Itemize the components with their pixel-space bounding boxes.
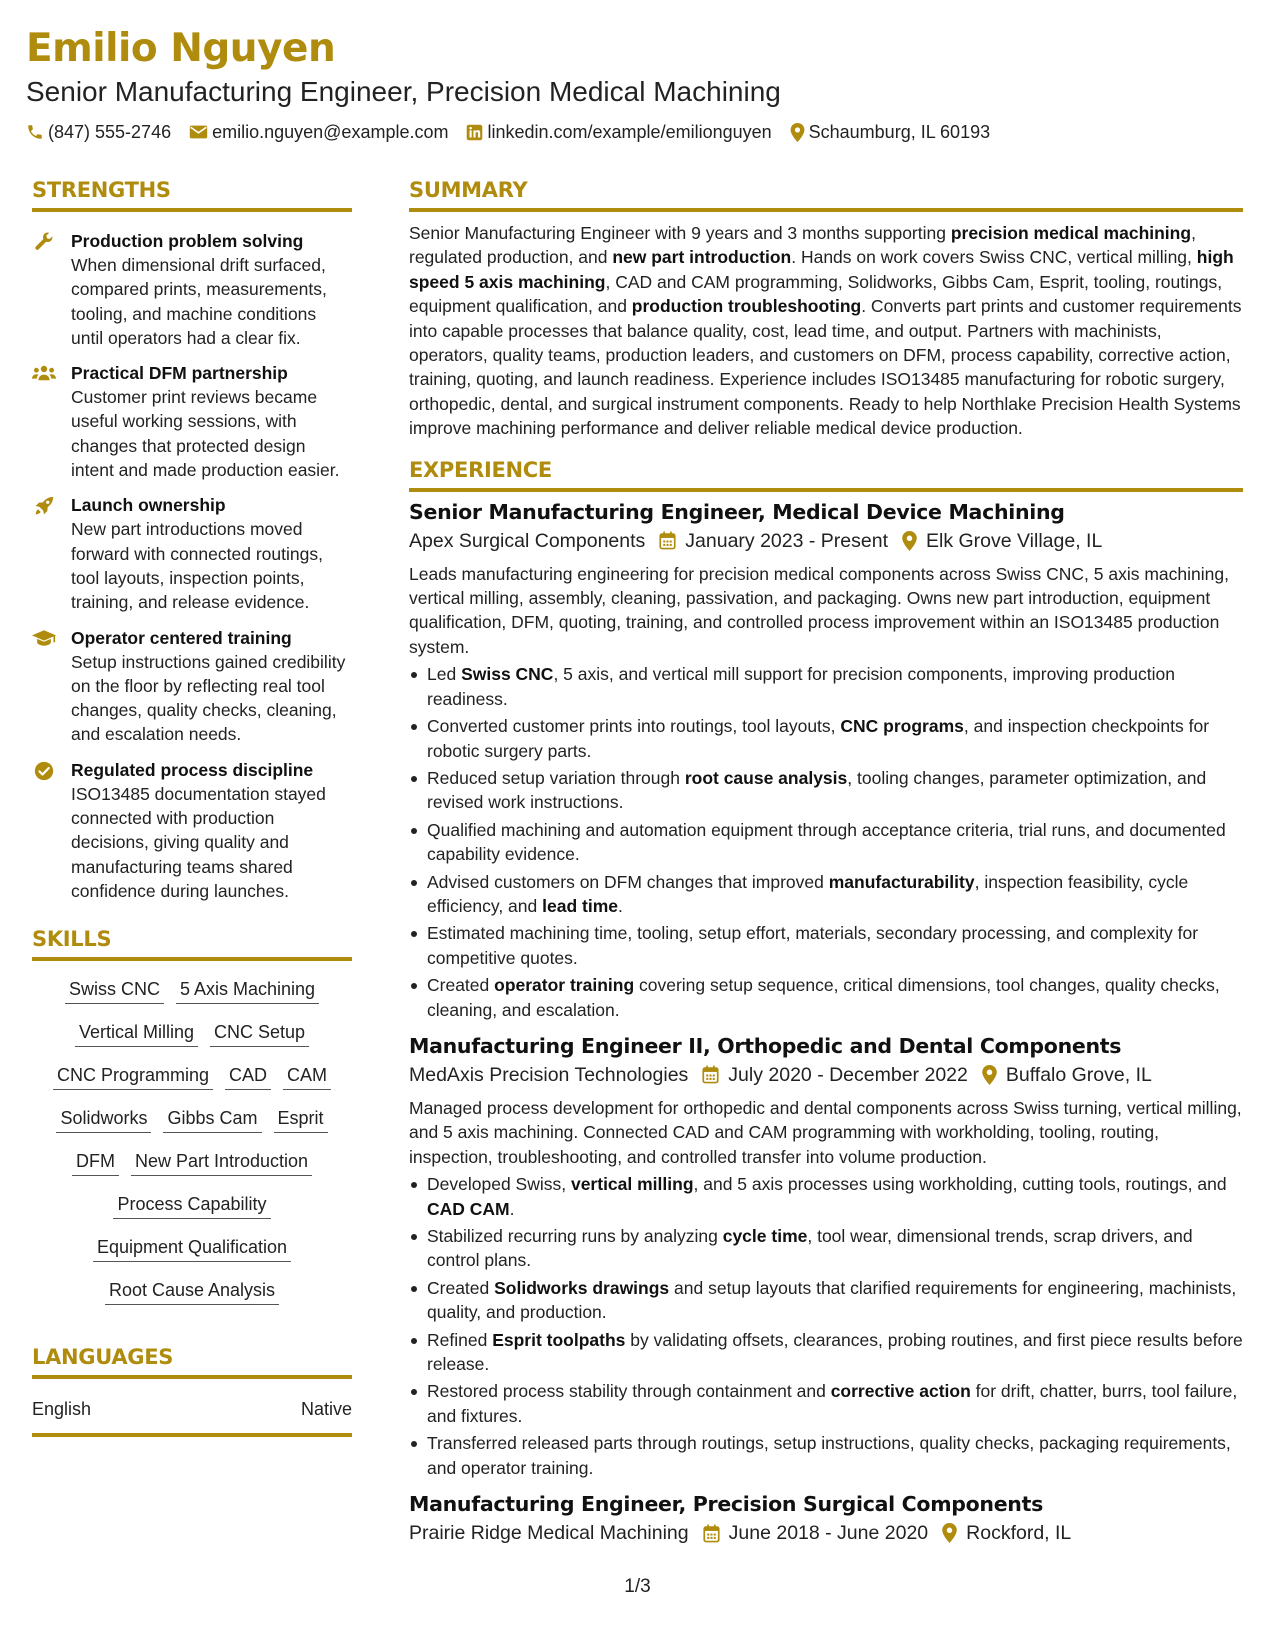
job-dates — [659, 526, 888, 556]
map-pin-icon — [982, 1065, 1006, 1085]
job-dates-text: July 2020 - December 2022 — [728, 1063, 968, 1086]
skill-tag: Process Capability — [113, 1190, 270, 1219]
strength-description: ISO13485 documentation stayed connected with production decisions, giving quality and manufacturing teams shared confidence during launches. — [71, 783, 326, 901]
job-bullet: Created operator training covering setup sequence, critical dimensions, tool changes, quality checks, cleaning, and escalation. — [409, 973, 1243, 1022]
skill-tag: Esprit — [274, 1104, 328, 1133]
phone-icon — [26, 123, 44, 141]
linkedin-text: linkedin.com/example/emilionguyen — [487, 122, 772, 142]
skill-tag: CNC Setup — [210, 1018, 309, 1047]
skill-row — [32, 1190, 352, 1219]
skill-tag: Gibbs Cam — [163, 1104, 261, 1133]
language-level: Native — [300, 1399, 352, 1420]
job-bullet: Qualified machining and automation equipment through acceptance criteria, trial runs, and documented capability evidence. — [409, 818, 1243, 867]
skill-tag: 5 Axis Machining — [176, 975, 319, 1004]
right-column — [409, 176, 1243, 1548]
strength-description: When dimensional drift surfaced, compared prints, measurements, tooling, and machine conditions until operators had a clear fix. — [71, 255, 327, 348]
strength-description: New part introductions moved forward with connected routings, tool layouts, inspection points, training, and release evidence. — [71, 519, 323, 613]
job-bullet: Converted customer prints into routings, tool layouts, CNC programs, and inspection checkpoints for robotic surgery parts. — [409, 714, 1243, 763]
contact-email[interactable] — [189, 120, 448, 144]
phone-text: (847) 555-2746 — [48, 122, 172, 142]
users-icon — [32, 364, 56, 384]
rocket-icon — [32, 496, 56, 516]
job-company: Prairie Ridge Medical Machining — [409, 1522, 689, 1545]
skill-tag: Solidworks — [56, 1104, 151, 1133]
contact-linkedin[interactable] — [466, 120, 771, 144]
experience-heading: EXPERIENCE — [409, 456, 1243, 492]
email-text: emilio.nguyen@example.com — [212, 122, 449, 142]
job-bullet: Advised customers on DFM changes that improved manufacturability, inspection feasibility, cycle efficiency, and lead time. — [409, 870, 1243, 919]
summary-heading: SUMMARY — [409, 176, 1243, 212]
skill-tag: Swiss CNC — [65, 975, 164, 1004]
skill-row — [32, 1061, 352, 1090]
job-dates-text: January 2023 - Present — [685, 529, 888, 552]
job-bullets — [409, 662, 1243, 1022]
job-meta — [409, 526, 1243, 556]
map-pin-icon — [790, 123, 805, 142]
job-bullet: Refined Esprit toolpaths by validating offsets, clearances, probing routines, and first piece results before release. — [409, 1328, 1243, 1377]
skill-row — [32, 1147, 352, 1176]
skill-tag: New Part Introduction — [131, 1147, 312, 1176]
skill-row — [32, 975, 352, 1004]
calendar-icon — [659, 531, 685, 550]
skills-list — [32, 975, 352, 1305]
strength-description: Customer print reviews became useful working sessions, with changes that protected design intent and made production easier. — [71, 387, 340, 481]
location-text: Schaumburg, IL 60193 — [808, 122, 991, 142]
skill-row — [32, 1104, 352, 1133]
job-bullet: Developed Swiss, vertical milling, and 5 axis processes using workholding, cutting tools, routings, and CAD CAM. — [409, 1172, 1243, 1221]
job-bullet: Transferred released parts through routings, setup instructions, quality checks, packaging requirements, and operator training. — [409, 1431, 1243, 1480]
job-meta — [409, 1060, 1243, 1090]
strength-item — [32, 493, 352, 614]
skill-row — [32, 1233, 352, 1262]
candidate-name: Emilio Nguyen — [26, 26, 336, 71]
strengths-list — [32, 229, 352, 903]
linkedin-icon — [466, 124, 483, 141]
skill-row — [32, 1018, 352, 1047]
job-entry — [409, 1490, 1243, 1548]
strength-description: Setup instructions gained credibility on the floor by reflecting real tool changes, quality checks, cleaning, and escalation needs. — [71, 651, 346, 745]
language-row — [32, 1397, 352, 1437]
job-bullet: Stabilized recurring runs by analyzing cycle time, tool wear, dimensional trends, scrap drivers, and control plans. — [409, 1224, 1243, 1273]
strength-item — [32, 758, 352, 903]
strength-item — [32, 229, 352, 350]
graduation-cap-icon — [32, 629, 56, 649]
calendar-icon — [703, 1524, 729, 1543]
job-entry — [409, 1032, 1243, 1480]
strength-title: Regulated process discipline — [71, 759, 314, 780]
job-bullet: Led Swiss CNC, 5 axis, and vertical mill support for precision components, improving production readiness. — [409, 662, 1243, 711]
language-name: English — [32, 1399, 92, 1420]
job-location — [902, 526, 1102, 556]
skill-tag: CAM — [283, 1061, 331, 1090]
job-dates — [703, 1518, 929, 1548]
check-circle-icon — [32, 761, 56, 781]
job-company: MedAxis Precision Technologies — [409, 1063, 689, 1086]
job-entry — [409, 498, 1243, 1022]
skill-tag: Root Cause Analysis — [105, 1276, 279, 1305]
strength-title: Launch ownership — [71, 495, 226, 516]
skill-tag: CAD — [225, 1061, 271, 1090]
envelope-icon — [189, 124, 208, 140]
wrench-icon — [32, 232, 56, 252]
skills-heading: SKILLS — [32, 925, 352, 961]
skill-tag: CNC Programming — [53, 1061, 213, 1090]
job-location — [982, 1060, 1152, 1090]
job-meta — [409, 1518, 1243, 1548]
skill-tag: Vertical Milling — [75, 1018, 198, 1047]
job-title: Senior Manufacturing Engineer, Medical Device Machining — [409, 499, 1065, 524]
job-title: Manufacturing Engineer II, Orthopedic and Dental Components — [409, 1033, 1122, 1058]
job-bullet: Reduced setup variation through root cause analysis, tooling changes, parameter optimization, and revised work instructions. — [409, 766, 1243, 815]
contact-location — [790, 120, 990, 144]
job-bullets — [409, 1172, 1243, 1480]
strength-item — [32, 626, 352, 747]
calendar-icon — [702, 1065, 728, 1084]
job-location — [942, 1518, 1071, 1548]
job-dates-text: June 2018 - June 2020 — [728, 1522, 929, 1545]
strength-title: Operator centered training — [71, 627, 292, 648]
job-dates — [702, 1060, 968, 1090]
languages-list — [32, 1397, 352, 1437]
skill-row — [32, 1276, 352, 1305]
job-bullet: Restored process stability through containment and corrective action for drift, chatter, burrs, tool failure, and fixtures. — [409, 1379, 1243, 1428]
job-location-text: Buffalo Grove, IL — [1005, 1063, 1152, 1086]
resume-header — [26, 24, 1246, 144]
strengths-heading: STRENGTHS — [32, 176, 352, 212]
job-location-text: Elk Grove Village, IL — [926, 529, 1103, 552]
left-column — [32, 176, 352, 1437]
page-number: 1/3 — [624, 1576, 651, 1597]
strength-title: Production problem solving — [71, 231, 304, 251]
job-location-text: Rockford, IL — [966, 1522, 1072, 1545]
job-company: Apex Surgical Components — [409, 529, 646, 552]
job-bullet: Created Solidworks drawings and setup layouts that clarified requirements for engineering, machinists, quality, and production. — [409, 1276, 1243, 1325]
job-title: Manufacturing Engineer, Precision Surgical Components — [409, 1492, 1044, 1517]
summary-text: Senior Manufacturing Engineer with 9 years and 3 months supporting precision medical machining, regulated production, and new part introduction. Hands on work covers Swiss CNC, vertical milling, high speed 5 axis machining, CAD and CAM programming, Solidworks, Gibbs Cam, Esprit, tooling, routings, equipment qualification, and production troubleshooting. Converts part prints and customer requirements into capable processes that balance quality, cost, lead time, and output. Partners with machinists, operators, quality teams, production leaders, and customers on DFM, process capability, corrective action, training, quoting, and launch readiness. Experience includes ISO13485 manufacturing for robotic surgery, orthopedic, dental, and surgical instrument components. Ready to help Northlake Precision Health Systems improve machining performance and deliver reliable medical device production. — [409, 223, 1242, 439]
job-description: Leads manufacturing engineering for precision medical components across Swiss CNC, 5 axis machining, vertical milling, assembly, cleaning, passivation, and packaging. Owns new part introduction, equipment qualification, DFM, quoting, training, and controlled process improvement within an ISO13485 production system. — [409, 563, 1229, 657]
strength-title: Practical DFM partnership — [71, 363, 288, 384]
map-pin-icon — [902, 531, 926, 551]
skill-tag: Equipment Qualification — [93, 1233, 291, 1262]
experience-list — [409, 498, 1243, 1548]
skill-tag: DFM — [72, 1147, 119, 1176]
strength-item — [32, 361, 352, 482]
contact-phone[interactable] — [26, 120, 171, 144]
candidate-title: Senior Manufacturing Engineer, Precision Medical Machining — [26, 76, 781, 107]
map-pin-icon — [942, 1523, 966, 1543]
job-description: Managed process development for orthopedic and dental components across Swiss turning, vertical milling, and 5 axis machining. Connected CAD and CAM programming with workholding, tooling, routing, inspection, troubleshooting, and controlled transfer into volume production. — [409, 1097, 1242, 1167]
contact-bar — [26, 120, 1246, 144]
languages-heading: LANGUAGES — [32, 1343, 352, 1379]
job-bullet: Estimated machining time, tooling, setup effort, materials, secondary processing, and complexity for competitive quotes. — [409, 921, 1243, 970]
